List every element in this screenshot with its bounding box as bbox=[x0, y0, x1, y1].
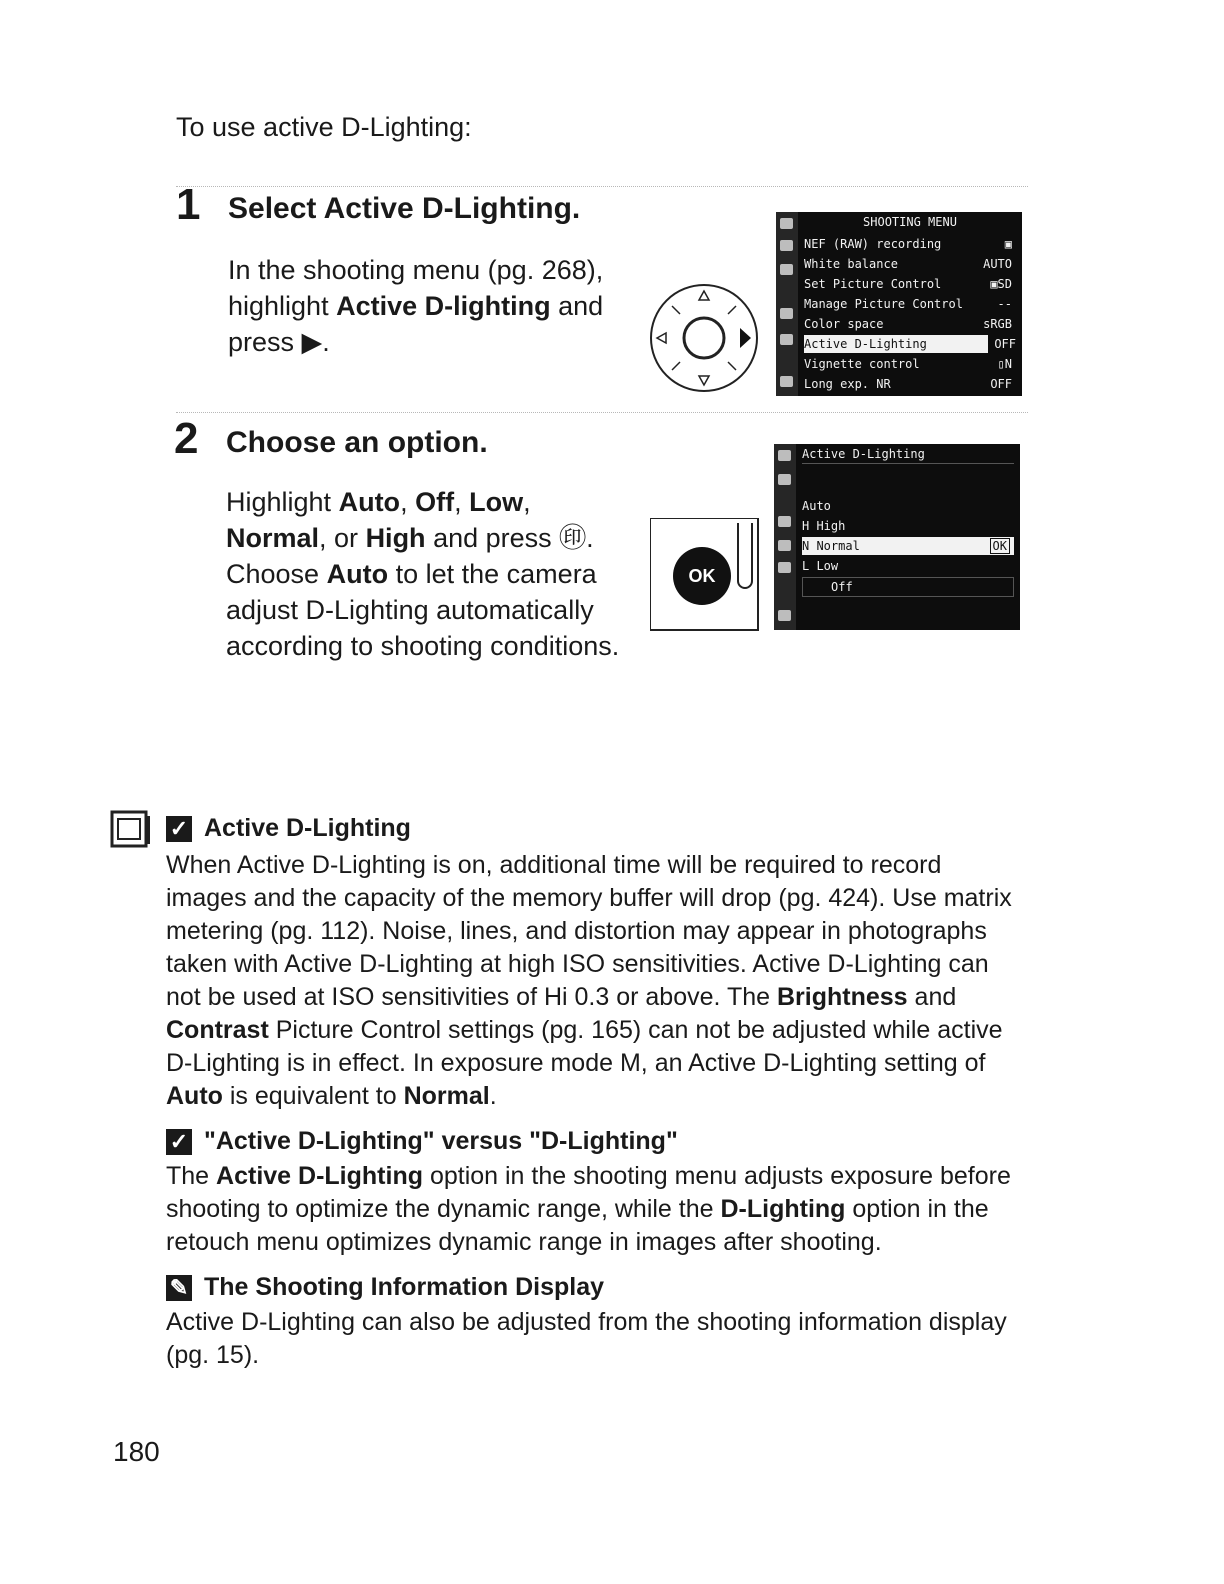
ok-button: OK bbox=[673, 547, 731, 605]
divider bbox=[176, 186, 1028, 187]
caution-check-icon: ✓ bbox=[166, 816, 192, 842]
step-number: 1 bbox=[176, 180, 201, 229]
adl-menu-screen bbox=[774, 444, 1020, 630]
multi-selector-illustration bbox=[648, 282, 762, 394]
pencil-note-icon: ✎ bbox=[166, 1275, 192, 1301]
note-body: The Active D-Lighting option in the shooting menu adjusts exposure before shooting to optimize the dynamic range, while the D-Lighting option in the retouch menu optimizes dynamic range in images after shooting. bbox=[166, 1162, 1011, 1256]
menu-title: SHOOTING MENU bbox=[863, 215, 957, 229]
note-body: Active D-Lighting can also be adjusted from the shooting information display (pg. 15). bbox=[166, 1308, 1007, 1369]
step-body: In the shooting menu (pg. 268), highlight Active D-lighting and press ▶. bbox=[228, 255, 604, 357]
menu-sidebar bbox=[774, 444, 796, 630]
menu-item[interactable]: Vignette control ▯N bbox=[804, 357, 1012, 371]
menu-item-selected[interactable]: Active D-Lighting OFF bbox=[804, 335, 1016, 353]
adl-option[interactable]: Off bbox=[802, 577, 1014, 597]
adl-option-selected[interactable]: N Normal OK bbox=[802, 537, 1014, 555]
control-outline bbox=[737, 523, 753, 589]
menu-item[interactable]: Set Picture Control ▣SD bbox=[804, 277, 1012, 291]
menu-title: Active D-Lighting bbox=[802, 445, 1014, 464]
note-body: When Active D-Lighting is on, additional time will be required to record images and the capacity of the memory buffer will drop (pg. 424). Use matrix metering (pg. 112). Noise, lines, and distortion may appear in photographs taken with Active D-Lighting at high ISO sensitivities. Active D-Lighting can not be used at ISO sensitivities of Hi 0.3 or above. The Brightness and Contrast Picture Control settings (pg. 165) can not be adjusted while active D-Lighting is in effect. In exposure mode M, an Active D-Lighting setting of Auto is equivalent to Normal. bbox=[166, 851, 1012, 1110]
step-title: Choose an option. bbox=[226, 426, 488, 459]
note-title: ✎ The Shooting Information Display bbox=[166, 1273, 1026, 1302]
divider bbox=[176, 412, 1028, 413]
adl-option[interactable]: H High bbox=[802, 519, 846, 533]
playback-tab-icon bbox=[110, 810, 152, 850]
step-number: 2 bbox=[174, 414, 199, 463]
page-number: 180 bbox=[113, 1436, 160, 1467]
adl-option[interactable]: L Low bbox=[802, 559, 839, 573]
menu-item[interactable]: NEF (RAW) recording ▣ bbox=[804, 237, 1012, 251]
intro-text: To use active D-Lighting: bbox=[176, 112, 472, 142]
menu-item[interactable]: White balance AUTO bbox=[804, 257, 1012, 271]
note-title: ✓ Active D-Lighting bbox=[166, 814, 1026, 843]
menu-item[interactable]: Manage Picture Control -- bbox=[804, 297, 1012, 311]
menu-item[interactable]: Color space sRGB bbox=[804, 317, 1012, 331]
step-title: Select Active D-Lighting. bbox=[228, 192, 581, 225]
adl-option[interactable]: Auto bbox=[802, 499, 831, 513]
menu-item[interactable]: Long exp. NR OFF bbox=[804, 377, 1012, 391]
caution-check-icon: ✓ bbox=[166, 1129, 192, 1155]
note-title: ✓ "Active D-Lighting" versus "D-Lighting" bbox=[166, 1127, 1026, 1156]
menu-sidebar bbox=[776, 212, 798, 396]
shooting-menu-screen bbox=[776, 212, 1022, 396]
ok-button-illustration bbox=[650, 518, 759, 631]
notes-section bbox=[166, 814, 1026, 1372]
step-body: Highlight Auto, Off, Low, Normal, or High and press ㊞. Choose Auto to let the camera adjust D-Lighting automatically according to shooting conditions. bbox=[226, 487, 620, 661]
